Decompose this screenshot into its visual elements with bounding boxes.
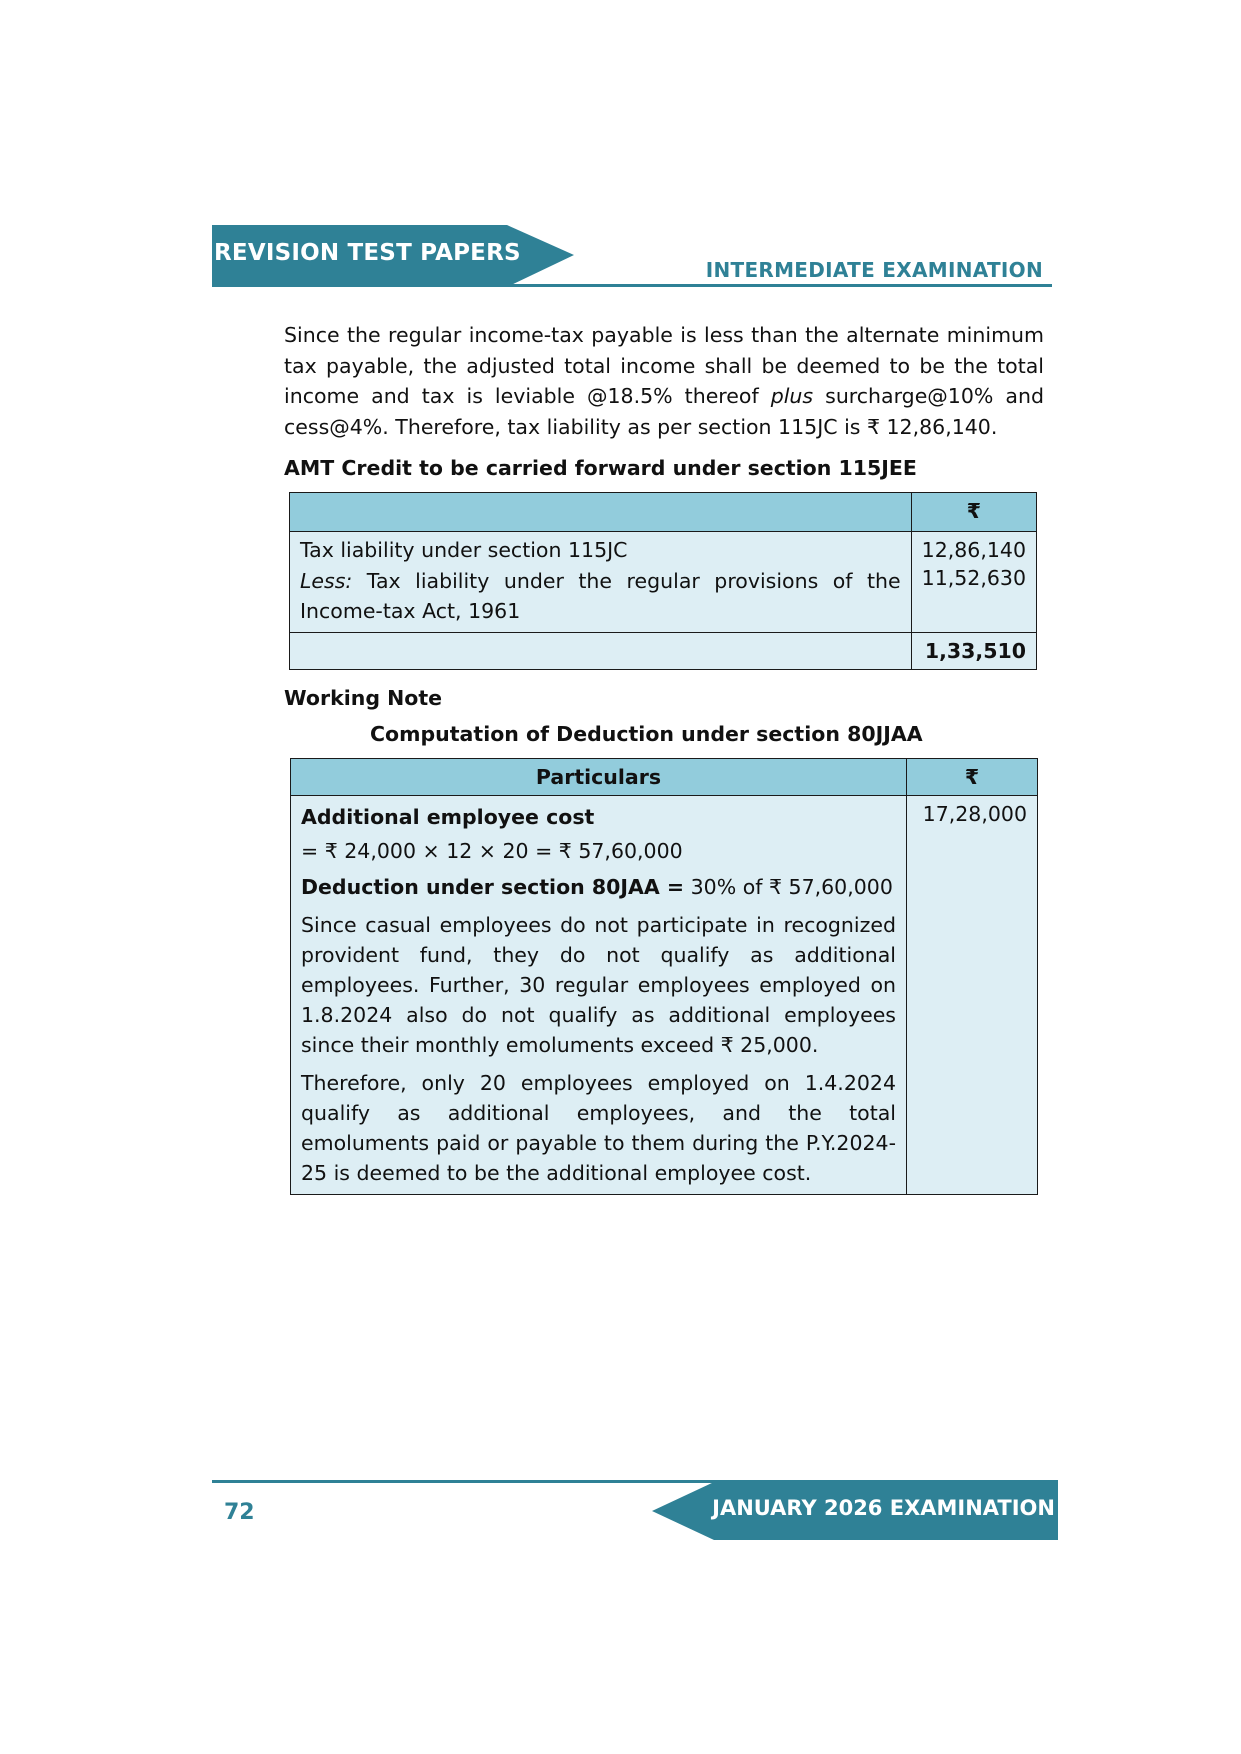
working-note-heading: Working Note (284, 686, 443, 710)
deduction-value-text: 30% of ₹ 57,60,000 (684, 875, 893, 899)
row2-label-text: Tax liability under the regular provisions of the Income-tax Act, 1961 (300, 569, 901, 623)
deduction-table (290, 758, 1038, 1195)
page-content (284, 320, 1044, 1195)
currency-header: ₹ (911, 493, 1036, 532)
footer-exam-label: JANUARY 2026 EXAMINATION (712, 1496, 1055, 1520)
intro-text-1: Since the regular income-tax payable is less than the alternate minimum tax payable, the adjusted total income shall be deemed to be the total income and tax is leviable @18.5% thereof (284, 323, 1044, 408)
table-row (290, 532, 1037, 565)
amount-cell: 17,28,000 (907, 796, 1038, 1195)
additional-cost-label: Additional employee cost (301, 805, 595, 829)
intro-paragraph (284, 320, 1044, 442)
amt-credit-table (289, 492, 1037, 670)
total-empty-cell (290, 633, 912, 670)
total-value: 1,33,510 (911, 633, 1036, 670)
particulars-cell (291, 796, 907, 1195)
calc-line: = ₹ 24,000 × 12 × 20 = ₹ 57,60,000 (301, 839, 683, 863)
intro-italic: plus (770, 384, 814, 408)
header-title: REVISION TEST PAPERS (214, 240, 521, 266)
header-empty-cell (290, 493, 912, 532)
amt-heading: AMT Credit to be carried forward under section 115JEE (284, 456, 917, 480)
table-total-row (290, 633, 1037, 670)
table-header-row (290, 493, 1037, 532)
deduction-label: Deduction under section 80JAA = (301, 875, 685, 899)
working-note-subheading: Computation of Deduction under section 80JJAA (370, 722, 923, 746)
row1-label: Tax liability under section 115JC (290, 532, 912, 565)
explanation-paragraph-1: Since casual employees do not participate in recognized provident fund, they do not qualify as additional employees. Further, 30 regular employees employed on 1.8.2024 also do not qualify as additional employees since their monthly emoluments exceed ₹ 25,000. (301, 913, 896, 1057)
row1-value: 12,86,140 (911, 532, 1036, 565)
explanation-paragraph-2: Therefore, only 20 employees employed on 1.4.2024 qualify as additional employees, and the total emoluments paid or payable to them during the P.Y.2024-25 is deemed to be the additional employee cost. (301, 1071, 896, 1185)
intro-text-2: surcharge@10% and cess@4%. Therefore, tax liability as per section 115JC is ₹ 12,86,140. (284, 384, 1044, 439)
table-row (290, 564, 1037, 633)
header-rule (212, 284, 1052, 287)
row2-value: 11,52,630 (911, 564, 1036, 633)
row2-label (290, 564, 912, 633)
page-number: 72 (224, 1500, 255, 1525)
deduction-line (301, 872, 896, 902)
particulars-header: Particulars (291, 759, 907, 796)
header-subtitle: INTERMEDIATE EXAMINATION (705, 258, 1043, 282)
table-row (291, 796, 1038, 1195)
less-label: Less: (300, 569, 353, 593)
table-header-row (291, 759, 1038, 796)
currency-header: ₹ (907, 759, 1038, 796)
